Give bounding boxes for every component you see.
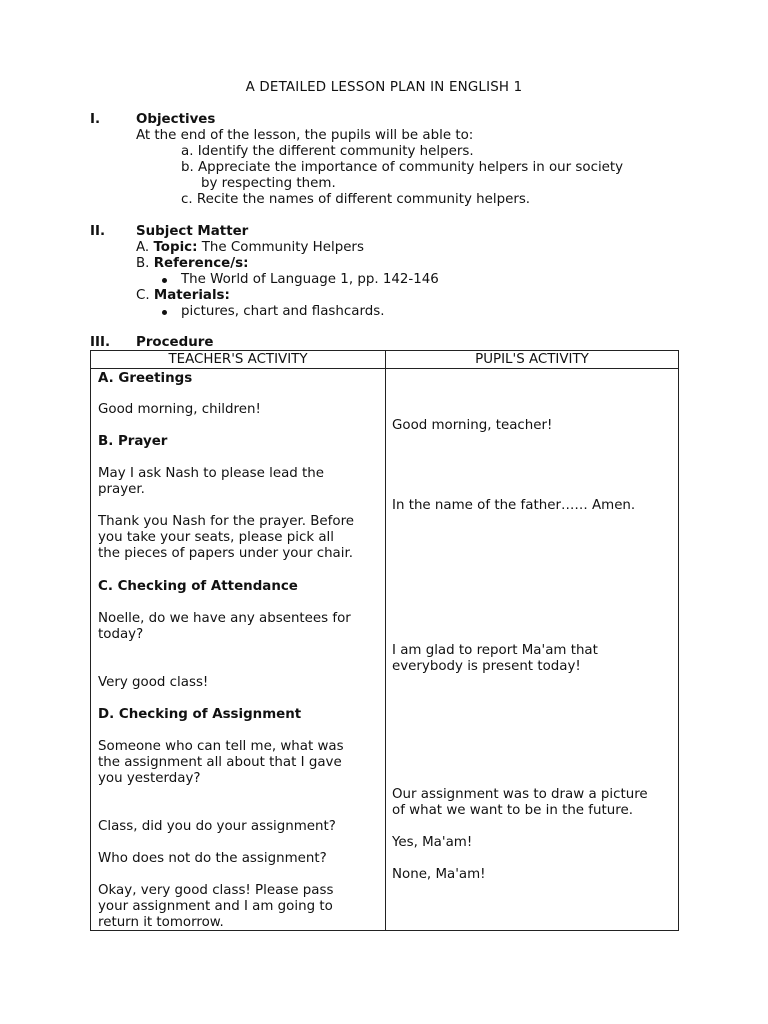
teacher-line: your assignment and I am going to: [98, 899, 333, 914]
teacher-line: Thank you Nash for the prayer. Before: [98, 514, 355, 529]
bullet-icon: [162, 310, 167, 315]
objectives-intro: At the end of the lesson, the pupils will be able to:: [136, 128, 474, 143]
teacher-line: return it tomorrow.: [98, 915, 224, 930]
teacher-line: Good morning, children!: [98, 402, 261, 417]
bullet-icon: [162, 278, 167, 283]
teacher-line: Noelle, do we have any absentees for: [98, 611, 351, 626]
teacher-line: the assignment all about that I gave: [98, 755, 342, 770]
section-assignment: D. Checking of Assignment: [98, 707, 302, 722]
teacher-line: Who does not do the assignment?: [98, 851, 327, 866]
objectives-numeral: I.: [90, 112, 101, 127]
reference-label: Reference/s:: [153, 256, 249, 271]
section-prayer: B. Prayer: [98, 434, 168, 449]
reference-prefix: B.: [136, 256, 150, 271]
topic-label: Topic:: [153, 240, 198, 255]
teacher-line: the pieces of papers under your chair.: [98, 546, 354, 561]
procedure-table: [90, 350, 679, 931]
teacher-line: Class, did you do your assignment?: [98, 819, 336, 834]
teacher-line: prayer.: [98, 482, 145, 497]
pupil-activity-header: PUPIL'S ACTIVITY: [475, 352, 589, 367]
pupil-line: None, Ma'am!: [392, 867, 486, 882]
objectives-heading: Objectives: [136, 112, 216, 127]
materials-value: pictures, chart and flashcards.: [181, 304, 385, 319]
reference-value: The World of Language 1, pp. 142-146: [181, 272, 439, 287]
teacher-line: Someone who can tell me, what was: [98, 739, 344, 754]
procedure-numeral: III.: [90, 335, 111, 350]
column-divider: [385, 351, 386, 930]
objective-item: c. Recite the names of different community helpers.: [181, 192, 531, 207]
pupil-line: Yes, Ma'am!: [392, 835, 473, 850]
section-attendance: C. Checking of Attendance: [98, 579, 298, 594]
materials-label: Materials:: [153, 288, 230, 303]
teacher-line: you yesterday?: [98, 771, 201, 786]
pupil-line: In the name of the father…… Amen.: [392, 498, 636, 513]
topic-value: The Community Helpers: [201, 240, 364, 255]
document-title: A DETAILED LESSON PLAN IN ENGLISH 1: [245, 80, 523, 95]
pupil-line: Our assignment was to draw a picture: [392, 787, 648, 802]
teacher-line: you take your seats, please pick all: [98, 530, 334, 545]
topic-line: [136, 240, 364, 256]
procedure-heading: Procedure: [136, 335, 214, 350]
header-divider: [91, 368, 678, 369]
objective-item: a. Identify the different community helpers.: [181, 144, 474, 159]
subject-matter-numeral: II.: [90, 224, 106, 239]
objective-item: b. Appreciate the importance of community helpers in our society: [181, 160, 624, 175]
teacher-line: today?: [98, 627, 144, 642]
reference-line: [136, 256, 248, 272]
pupil-line: I am glad to report Ma'am that: [392, 643, 598, 658]
pupil-line: Good morning, teacher!: [392, 418, 553, 433]
objective-item-continuation: by respecting them.: [201, 176, 336, 191]
materials-prefix: C.: [136, 288, 150, 303]
pupil-line: of what we want to be in the future.: [392, 803, 633, 818]
materials-line: [136, 288, 230, 304]
teacher-activity-header: TEACHER'S ACTIVITY: [168, 352, 308, 367]
teacher-line: Very good class!: [98, 675, 209, 690]
teacher-line: May I ask Nash to please lead the: [98, 466, 325, 481]
pupil-line: everybody is present today!: [392, 659, 581, 674]
subject-matter-heading: Subject Matter: [136, 224, 249, 239]
teacher-line: Okay, very good class! Please pass: [98, 883, 334, 898]
section-greetings: A. Greetings: [98, 371, 193, 386]
topic-prefix: A.: [136, 240, 150, 255]
